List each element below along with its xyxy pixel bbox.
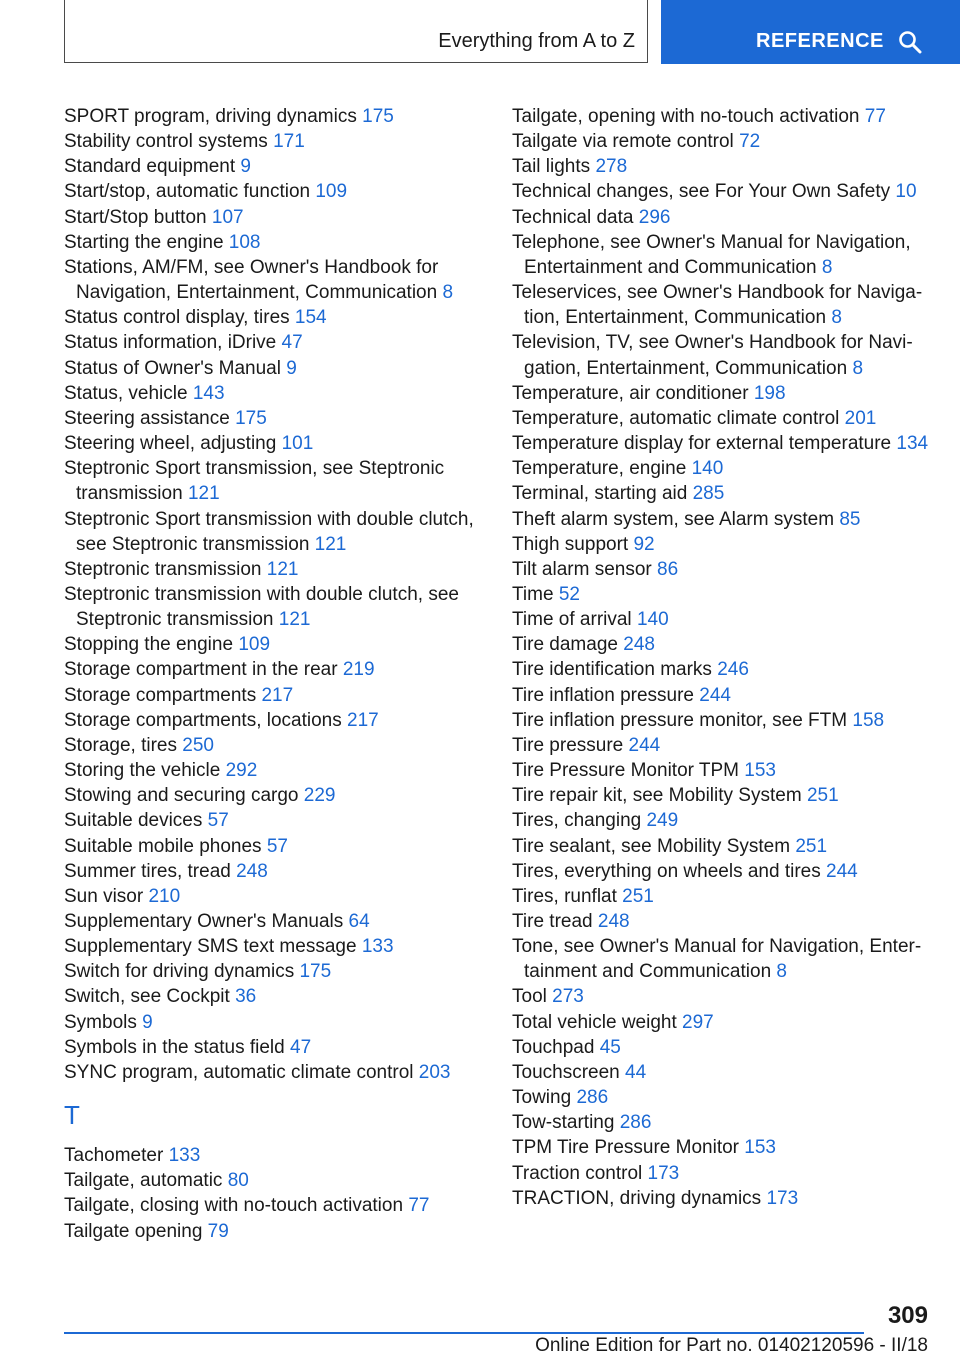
entry-term: Symbols <box>64 1011 137 1033</box>
section-letter: T <box>64 1100 80 1131</box>
page-link[interactable]: 175 <box>299 961 332 983</box>
entry-term: Tire repair kit, see Mobility System <box>512 785 802 807</box>
index-entry <box>512 481 932 506</box>
index-entry <box>512 733 932 758</box>
page-link[interactable]: 158 <box>852 709 885 731</box>
entry-term: Touchscreen <box>512 1061 620 1083</box>
entry-term: Tone, see Owner's Manual for Navigation, Entertainment and Communication <box>512 936 922 983</box>
section-tab <box>64 0 648 63</box>
index-entry <box>64 808 484 833</box>
index-entry <box>512 1010 932 1035</box>
index-entry <box>64 582 484 632</box>
page-link[interactable]: 77 <box>408 1195 430 1217</box>
entry-term: Teleservices, see Owner's Handbook for Navigation, Entertainment, Communication <box>512 282 923 329</box>
entry-term: Start/stop, automatic function <box>64 181 311 203</box>
page-link[interactable]: 8 <box>831 307 842 329</box>
index-entry <box>64 859 484 884</box>
index-entry <box>512 104 932 129</box>
index-entry <box>64 507 484 557</box>
page-link[interactable]: 244 <box>699 684 731 706</box>
entry-term: Tires, changing <box>512 810 642 832</box>
page-link[interactable]: 79 <box>207 1220 229 1242</box>
entry-term: Tachometer <box>64 1145 164 1167</box>
entry-term: Touchpad <box>512 1036 595 1058</box>
index-entry <box>512 1110 932 1135</box>
entry-term: Stopping the engine <box>64 634 234 656</box>
index-entry <box>64 255 484 305</box>
page-link[interactable]: 57 <box>207 810 229 832</box>
index-entry <box>64 305 484 330</box>
index-entry <box>64 1168 484 1193</box>
page-link[interactable]: 143 <box>192 382 225 404</box>
page-link[interactable]: 121 <box>314 533 347 555</box>
index-entry <box>64 104 484 129</box>
page-link[interactable]: 36 <box>235 986 257 1008</box>
index-entry <box>512 330 932 380</box>
entry-term: Storage compartment in the rear <box>64 659 338 681</box>
page-link[interactable]: 244 <box>628 734 661 756</box>
entry-term: SPORT program, driving dynamics <box>64 106 357 127</box>
entry-term: Tire identification marks <box>512 659 712 681</box>
index-entry <box>512 582 932 607</box>
entry-term: Total vehicle weight <box>512 1011 677 1033</box>
reference-tab[interactable] <box>661 0 960 64</box>
page-link[interactable]: 251 <box>806 785 839 807</box>
page-link[interactable]: 203 <box>418 1061 451 1083</box>
entry-term: Steering wheel, adjusting <box>64 433 277 455</box>
index-entry <box>64 330 484 355</box>
entry-term: Tire sealant, see Mobility System <box>512 835 791 857</box>
page-link[interactable]: 153 <box>744 760 776 782</box>
page-link[interactable]: 140 <box>636 609 669 631</box>
index-entry <box>512 934 932 984</box>
index-entry <box>512 129 932 154</box>
entry-term: Status, vehicle <box>64 382 188 404</box>
entry-term: Tailgate, opening with no-touch activation <box>512 106 860 127</box>
page-link[interactable]: 44 <box>625 1061 647 1083</box>
entry-term: Storage compartments, locations <box>64 709 342 731</box>
page-link[interactable]: 171 <box>273 131 305 153</box>
page-link[interactable]: 250 <box>182 734 214 756</box>
index-entry <box>64 884 484 909</box>
index-entry <box>64 1010 484 1035</box>
entry-term: Temperature, air conditioner <box>512 382 749 404</box>
index-entry <box>64 406 484 431</box>
entry-term: Tool <box>512 986 547 1008</box>
entry-term: Symbols in the status field <box>64 1036 285 1058</box>
page-link[interactable]: 217 <box>347 709 379 731</box>
page-link[interactable]: 101 <box>281 433 314 455</box>
index-entry <box>64 381 484 406</box>
entry-term: Temperature display for external temperature <box>512 433 892 455</box>
entry-term: Steering assistance <box>64 407 230 429</box>
entry-term: Thigh support <box>512 533 629 555</box>
entry-term: Supplementary Owner's Manuals <box>64 911 344 932</box>
index-entry <box>64 959 484 984</box>
index-entry <box>64 1035 484 1060</box>
page-number: 309 <box>887 1302 928 1329</box>
footer-divider <box>64 1332 864 1334</box>
entry-term: Tires, everything on wheels and tires <box>512 860 821 882</box>
entry-term: Supplementary SMS text message <box>64 936 357 958</box>
page-link[interactable]: 244 <box>826 860 858 882</box>
page-link[interactable]: 251 <box>622 885 654 907</box>
entry-term: Standard equipment <box>64 156 236 178</box>
entry-term: Stations, AM/FM, see Owner's Handbook for Navigation, Entertainment, Communication <box>64 256 439 304</box>
page-link[interactable]: 9 <box>286 357 297 379</box>
page-link[interactable]: 108 <box>228 231 261 253</box>
page-header <box>0 0 960 64</box>
page-link[interactable]: 10 <box>895 181 917 203</box>
index-entry <box>512 683 932 708</box>
page-link[interactable]: 248 <box>623 634 655 656</box>
page-link[interactable]: 249 <box>646 810 679 832</box>
entry-term: Television, TV, see Owner's Handbook for Navigation, Entertainment, Communication <box>512 332 913 379</box>
index-entry <box>64 356 484 381</box>
entry-term: Tire Pressure Monitor TPM <box>512 760 739 782</box>
page-link[interactable]: 86 <box>657 558 679 580</box>
page-link[interactable]: 72 <box>739 131 761 153</box>
entry-term: Status control display, tires <box>64 307 290 329</box>
page-link[interactable]: 219 <box>342 659 375 681</box>
page-link[interactable]: 285 <box>692 483 725 505</box>
page-link[interactable]: 297 <box>682 1011 714 1033</box>
index-entry <box>512 758 932 783</box>
index-entry <box>64 834 484 859</box>
page-link[interactable]: 92 <box>633 533 655 555</box>
page-link[interactable]: 248 <box>597 911 630 932</box>
index-entry <box>64 1143 484 1168</box>
page-link[interactable]: 246 <box>717 659 749 681</box>
entry-term: Time <box>512 583 554 605</box>
entry-term: Tilt alarm sensor <box>512 558 652 580</box>
entry-term: Temperature, automatic climate control <box>512 407 840 429</box>
section-title: Everything from A to Z <box>438 30 635 52</box>
page-link[interactable]: 248 <box>236 860 268 882</box>
edition-text: Online Edition for Part no. 01402120596 - II/18 <box>535 1335 928 1356</box>
index-entry <box>64 657 484 682</box>
index-entry <box>64 632 484 657</box>
index-entry <box>512 1035 932 1060</box>
index-entry <box>512 532 932 557</box>
search-icon[interactable] <box>898 30 922 54</box>
page-link[interactable]: 8 <box>442 282 454 304</box>
entry-term: Time of arrival <box>512 609 632 631</box>
index-entry <box>64 1060 484 1085</box>
page-link[interactable]: 47 <box>281 332 303 354</box>
page-link[interactable]: 109 <box>238 634 271 656</box>
page-link[interactable]: 80 <box>227 1170 249 1192</box>
index-entry <box>512 1161 932 1186</box>
page-link[interactable]: 210 <box>148 885 181 907</box>
page-link[interactable]: 134 <box>896 433 929 455</box>
page-link[interactable]: 140 <box>691 458 724 480</box>
page-link[interactable]: 175 <box>362 106 394 127</box>
page-link[interactable]: 296 <box>638 206 671 228</box>
index-entry <box>512 205 932 230</box>
index-entry <box>64 557 484 582</box>
entry-term: Traction control <box>512 1162 643 1184</box>
page-link[interactable]: 217 <box>261 684 294 706</box>
entry-term: Tailgate, closing with no-touch activation <box>64 1195 404 1217</box>
index-entry <box>512 179 932 204</box>
page-link[interactable]: 173 <box>647 1162 680 1184</box>
entry-term: Tailgate via remote control <box>512 131 734 153</box>
index-entry <box>64 733 484 758</box>
index-entry <box>512 884 932 909</box>
page-link[interactable]: 133 <box>168 1145 201 1167</box>
index-list-right <box>512 104 932 1211</box>
index-entry <box>64 708 484 733</box>
page-link[interactable]: 8 <box>852 357 864 379</box>
entry-term: Start/Stop button <box>64 206 207 228</box>
index-entry <box>64 984 484 1009</box>
entry-term: Storage compartments <box>64 684 257 706</box>
page-link[interactable]: 121 <box>187 483 220 505</box>
index-entry <box>64 1193 484 1218</box>
entry-term: Tires, runflat <box>512 885 617 907</box>
index-entry <box>512 657 932 682</box>
page-link[interactable]: 153 <box>744 1137 776 1159</box>
page-link[interactable]: 286 <box>619 1112 652 1134</box>
index-entry <box>512 607 932 632</box>
entry-term: Storage, tires <box>64 734 177 756</box>
index-entry <box>512 909 932 934</box>
entry-term: Suitable devices <box>64 810 203 832</box>
page-link[interactable]: 9 <box>240 156 251 178</box>
page-link[interactable]: 8 <box>776 961 787 983</box>
page-link[interactable]: 133 <box>361 936 394 958</box>
entry-term: Stowing and securing cargo <box>64 785 299 807</box>
entry-term: Telephone, see Owner's Manual for Navigation, Entertainment and Communication <box>512 231 911 278</box>
index-entry <box>512 154 932 179</box>
entry-term: Tire tread <box>512 911 593 932</box>
entry-term: Steptronic transmission with double clutch, see Steptronic transmission <box>64 583 459 631</box>
page-link[interactable]: 273 <box>552 986 584 1008</box>
index-entry <box>64 154 484 179</box>
index-entry <box>64 179 484 204</box>
index-entry <box>512 456 932 481</box>
entry-term: Tire damage <box>512 634 618 656</box>
index-entry <box>64 934 484 959</box>
page-link[interactable]: 201 <box>844 407 877 429</box>
entry-term: Switch, see Cockpit <box>64 986 230 1008</box>
index-column-left <box>64 104 484 1244</box>
index-entry <box>512 708 932 733</box>
entry-term: TPM Tire Pressure Monitor <box>512 1137 739 1159</box>
index-entry <box>512 984 932 1009</box>
entry-term: Tire inflation pressure monitor, see FTM <box>512 709 848 731</box>
entry-term: Tailgate, automatic <box>64 1170 223 1192</box>
index-entry <box>512 632 932 657</box>
entry-term: Status of Owner's Manual <box>64 357 281 379</box>
entry-term: Terminal, starting aid <box>512 483 688 505</box>
index-entry <box>512 557 932 582</box>
entry-term: SYNC program, automatic climate control <box>64 1061 414 1083</box>
page-link[interactable]: 229 <box>303 785 336 807</box>
index-entry <box>512 507 932 532</box>
index-entry <box>512 230 932 280</box>
index-entry <box>512 280 932 330</box>
index-entry <box>64 758 484 783</box>
page-link[interactable]: 57 <box>266 835 288 857</box>
page-link[interactable]: 251 <box>795 835 828 857</box>
index-entry <box>512 859 932 884</box>
entry-term: Sun visor <box>64 885 144 907</box>
entry-term: Steptronic Sport transmission, see Steptronic transmission <box>64 458 445 505</box>
entry-term: Switch for driving dynamics <box>64 961 295 983</box>
index-entry <box>64 205 484 230</box>
page-link[interactable]: 45 <box>599 1036 621 1058</box>
page-link[interactable]: 9 <box>142 1011 153 1033</box>
entry-term: Starting the engine <box>64 231 224 253</box>
index-entry <box>512 381 932 406</box>
entry-term: Tail lights <box>512 156 591 178</box>
page-link[interactable]: 286 <box>576 1087 609 1109</box>
index-entry <box>64 783 484 808</box>
entry-term: Tailgate opening <box>64 1220 203 1242</box>
entry-term: Tire pressure <box>512 734 624 756</box>
entry-term: Storing the vehicle <box>64 760 221 782</box>
page-link[interactable]: 154 <box>294 307 327 329</box>
index-entry <box>64 230 484 255</box>
index-list-s <box>64 104 484 1085</box>
index-entry <box>64 1219 484 1244</box>
index-entry <box>512 783 932 808</box>
page-link[interactable]: 77 <box>864 106 886 127</box>
index-entry <box>64 431 484 456</box>
index-entry <box>64 683 484 708</box>
entry-term: Status information, iDrive <box>64 332 277 354</box>
page-link[interactable]: 198 <box>753 382 786 404</box>
entry-term: Tow-starting <box>512 1112 615 1134</box>
page-link[interactable]: 109 <box>315 181 348 203</box>
index-column-right <box>512 104 932 1211</box>
entry-term: TRACTION, driving dynamics <box>512 1187 762 1209</box>
index-entry <box>512 834 932 859</box>
entry-term: Temperature, engine <box>512 458 687 480</box>
index-entry <box>512 406 932 431</box>
index-entry <box>64 456 484 506</box>
index-entry <box>64 129 484 154</box>
entry-term: Technical data <box>512 206 634 228</box>
page-link[interactable]: 52 <box>558 583 580 605</box>
page-link[interactable]: 47 <box>290 1036 312 1058</box>
index-entry <box>512 1085 932 1110</box>
index-entry <box>64 909 484 934</box>
page-link[interactable]: 173 <box>766 1187 799 1209</box>
entry-term: Theft alarm system, see Alarm system <box>512 508 835 530</box>
page-link[interactable]: 121 <box>278 609 311 631</box>
page-link[interactable]: 8 <box>821 256 833 278</box>
reference-label: REFERENCE <box>756 30 884 52</box>
entry-term: Technical changes, see For Your Own Safety <box>512 181 891 203</box>
page-link[interactable]: 64 <box>348 911 370 932</box>
page-link[interactable]: 175 <box>235 407 267 429</box>
entry-term: Tire inflation pressure <box>512 684 694 706</box>
index-entry <box>512 1060 932 1085</box>
entry-term: Stability control systems <box>64 131 268 153</box>
index-entry <box>512 431 932 456</box>
index-entry <box>512 808 932 833</box>
index-list-t <box>64 1143 484 1244</box>
page-link[interactable]: 107 <box>211 206 244 228</box>
entry-term: Suitable mobile phones <box>64 835 262 857</box>
entry-term: Steptronic Sport transmission with double clutch, see Steptronic transmission <box>64 508 474 555</box>
entry-term: Summer tires, tread <box>64 860 231 882</box>
page-link[interactable]: 121 <box>266 558 299 580</box>
index-entry <box>512 1186 932 1211</box>
entry-term: Steptronic transmission <box>64 558 262 580</box>
page-link[interactable]: 292 <box>225 760 258 782</box>
index-entry <box>512 1135 932 1160</box>
entry-term: Towing <box>512 1087 572 1109</box>
page-link[interactable]: 85 <box>839 508 861 530</box>
page-link[interactable]: 278 <box>595 156 628 178</box>
